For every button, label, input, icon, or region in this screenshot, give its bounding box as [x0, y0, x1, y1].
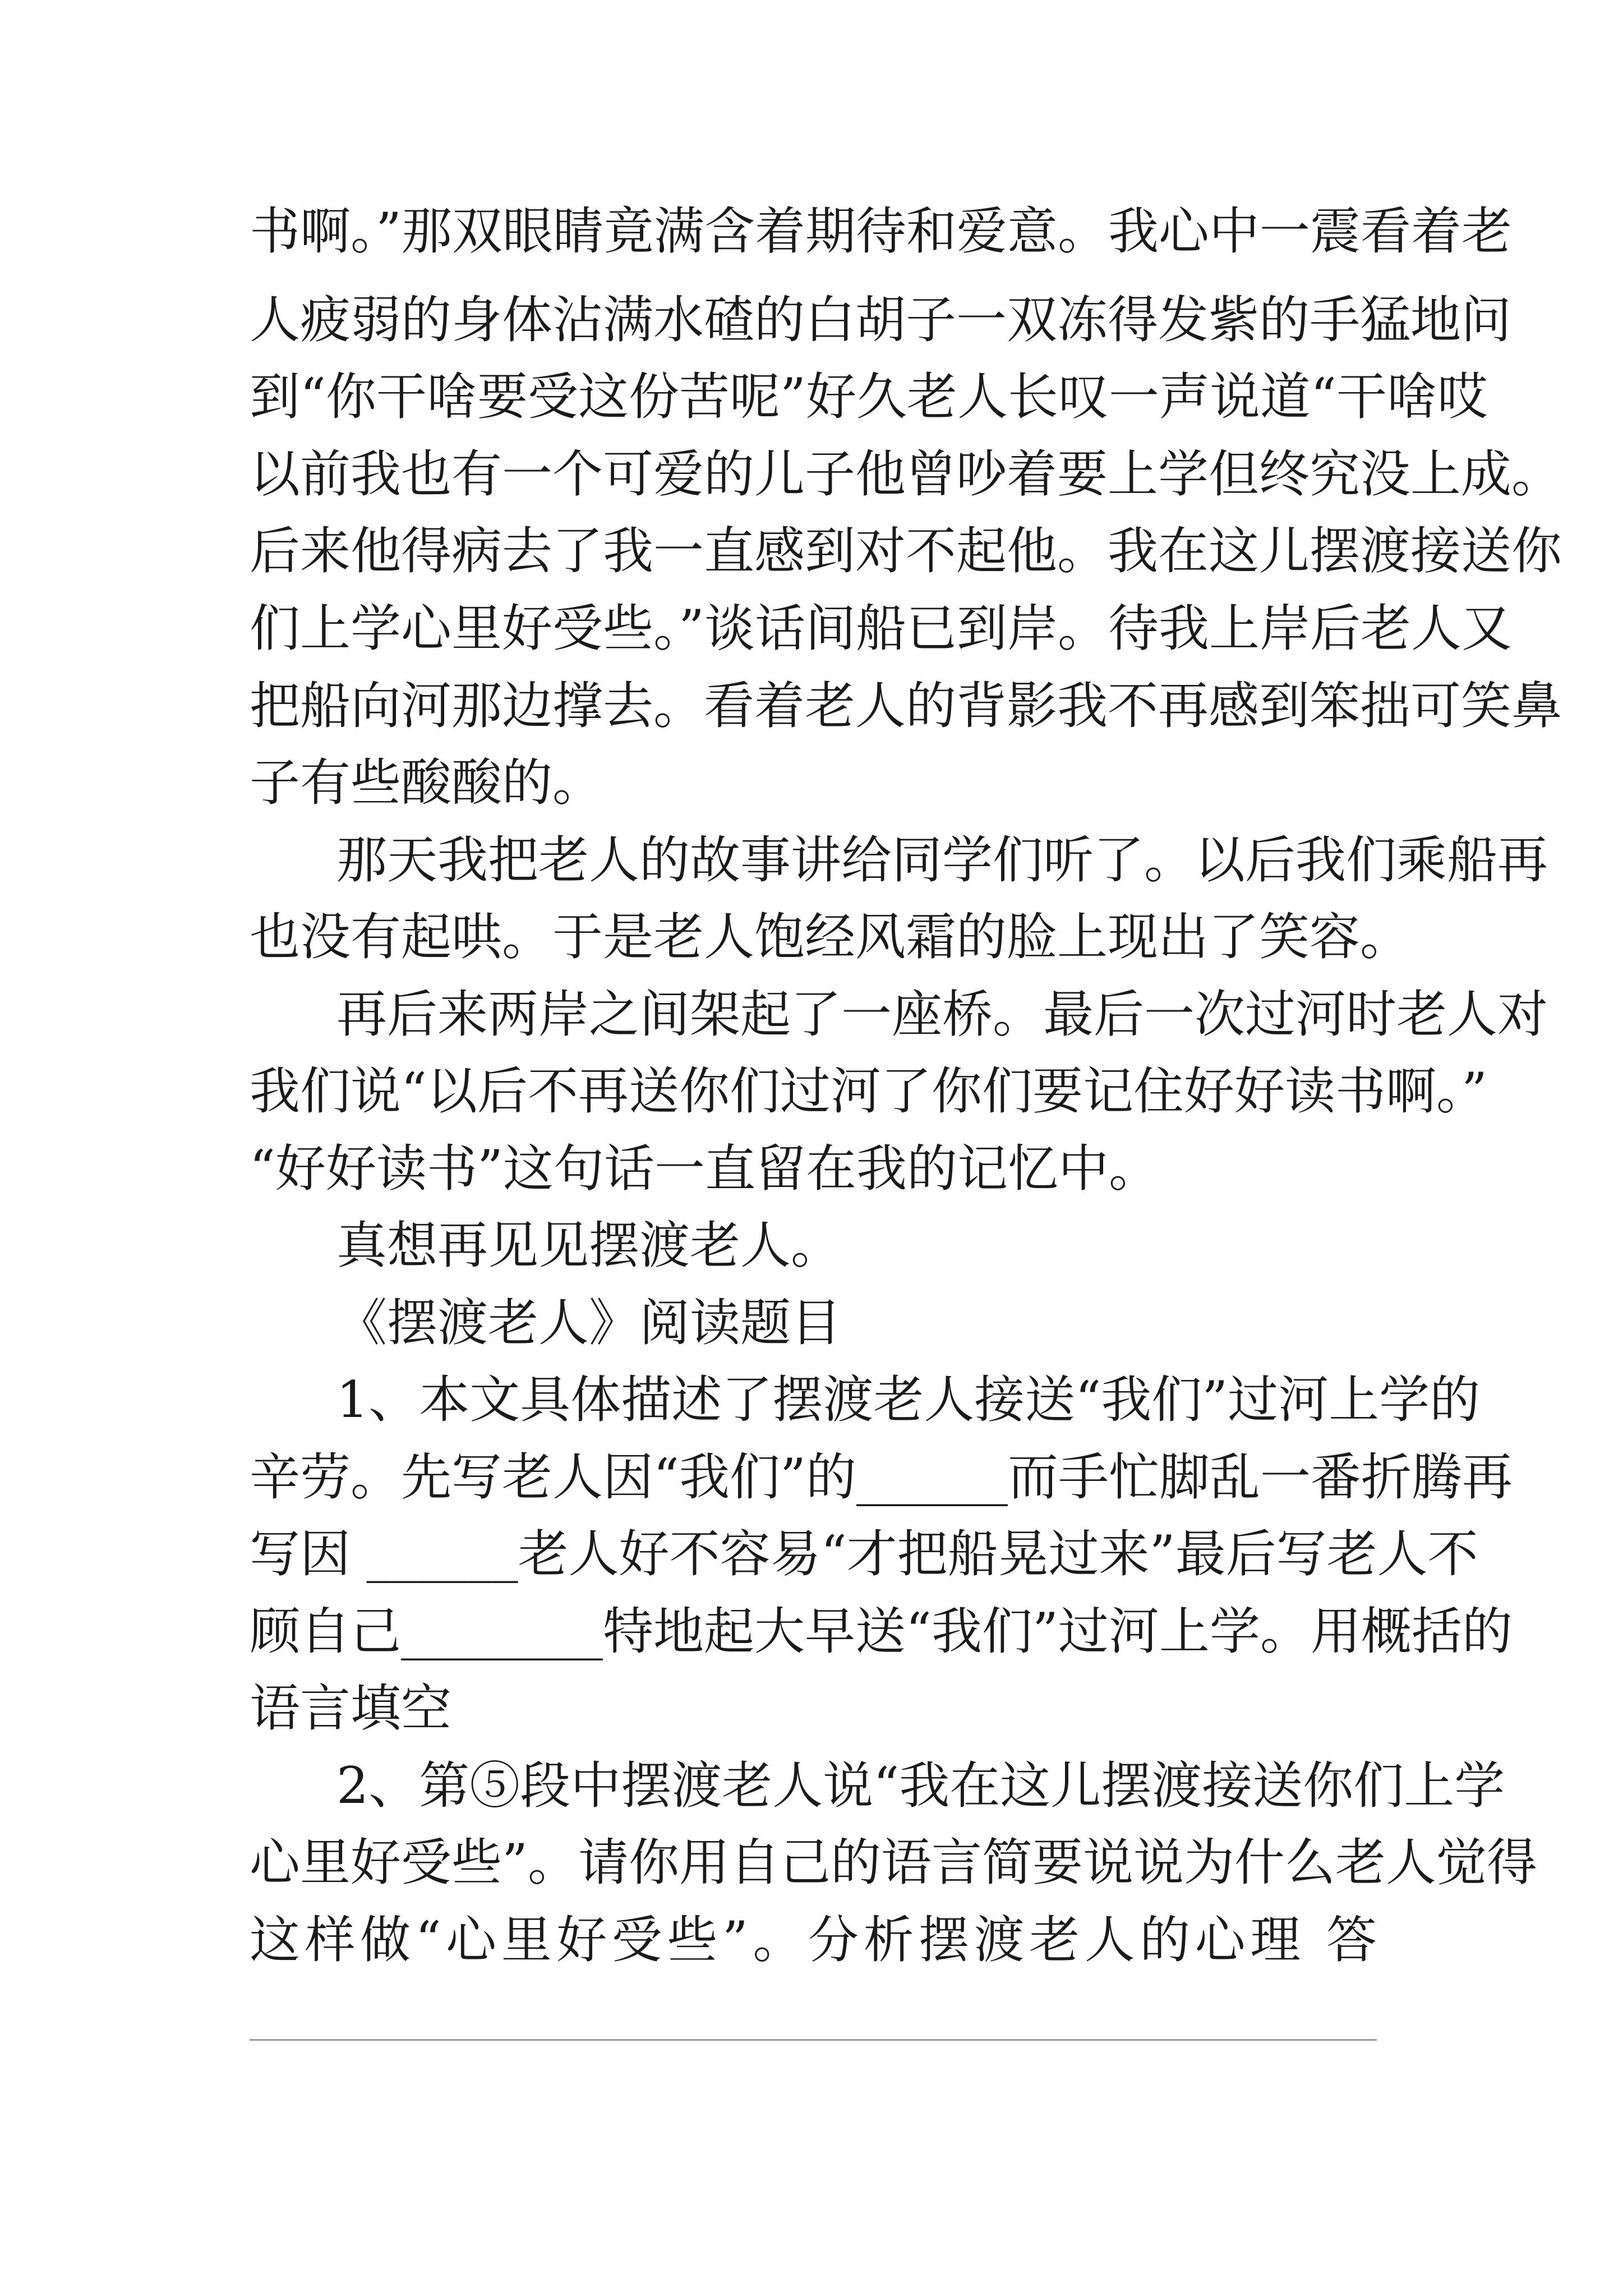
text-line: 把船向河那边撑去。看着老人的背影我不再感到笨拙可笑鼻	[250, 677, 1562, 735]
text-line: 我们说“以后不再送你们过河了你们要记住好好读书啊。”	[250, 1062, 1488, 1121]
text-line: 到“你干啥要受这份苦呢”好久老人长叹一声说道“干啥哎	[250, 367, 1488, 426]
text-line: 后来他得病去了我一直感到对不起他。我在这儿摆渡接送你	[250, 522, 1562, 581]
text-line: 语言填空	[250, 1679, 451, 1738]
text-line: 人疲弱的身体沾满水碴的白胡子一双冻得发紫的手猛地问	[250, 291, 1511, 349]
text-line: 顾自己________特地起大早送“我们”过河上学。用概括的	[250, 1602, 1513, 1661]
text-line: “好好读书”这句话一直留在我的记忆中。	[250, 1139, 1160, 1198]
text-line: 书啊。”那双眼睛竟满含着期待和爱意。我心中一震看着老	[250, 202, 1513, 261]
text-line: 也没有起哄。于是老人饱经风霜的脸上现出了笑容。	[250, 908, 1410, 967]
text-line: 以前我也有一个可爱的儿子他曾吵着要上学但终究没上成。	[250, 445, 1562, 504]
text-line: 辛劳。先写老人因“我们”的______而手忙脚乱一番折腾再	[250, 1448, 1513, 1507]
text-line: 这样做“心里好受些”。分析摆渡老人的心理 答	[250, 1911, 1377, 1970]
text-line: 写因 ______老人好不容易“才把船晃过来”最后写老人不	[250, 1525, 1478, 1584]
question-2: 2、第⑤段中摆渡老人说“我在这儿摆渡接送你们上学	[336, 1756, 1505, 1815]
paragraph-first-line: 真想再见见摆渡老人。	[336, 1216, 841, 1275]
paragraph-first-line: 再后来两岸之间架起了一座桥。最后一次过河时老人对	[336, 985, 1548, 1044]
paragraph-first-line: 那天我把老人的故事讲给同学们听了。以后我们乘船再	[336, 831, 1548, 890]
footer-divider	[250, 2039, 1377, 2041]
section-title: 《摆渡老人》阅读题目	[336, 1294, 841, 1352]
question-1: 1、本文具体描述了摆渡老人接送“我们”过河上学的	[336, 1370, 1481, 1429]
text-line: 们上学心里好受些。”谈话间船已到岸。待我上岸后老人又	[250, 599, 1513, 658]
text-line: 心里好受些”。请你用自己的语言简要说说为什么老人觉得	[250, 1833, 1538, 1892]
text-line: 子有些酸酸的。	[250, 753, 603, 812]
